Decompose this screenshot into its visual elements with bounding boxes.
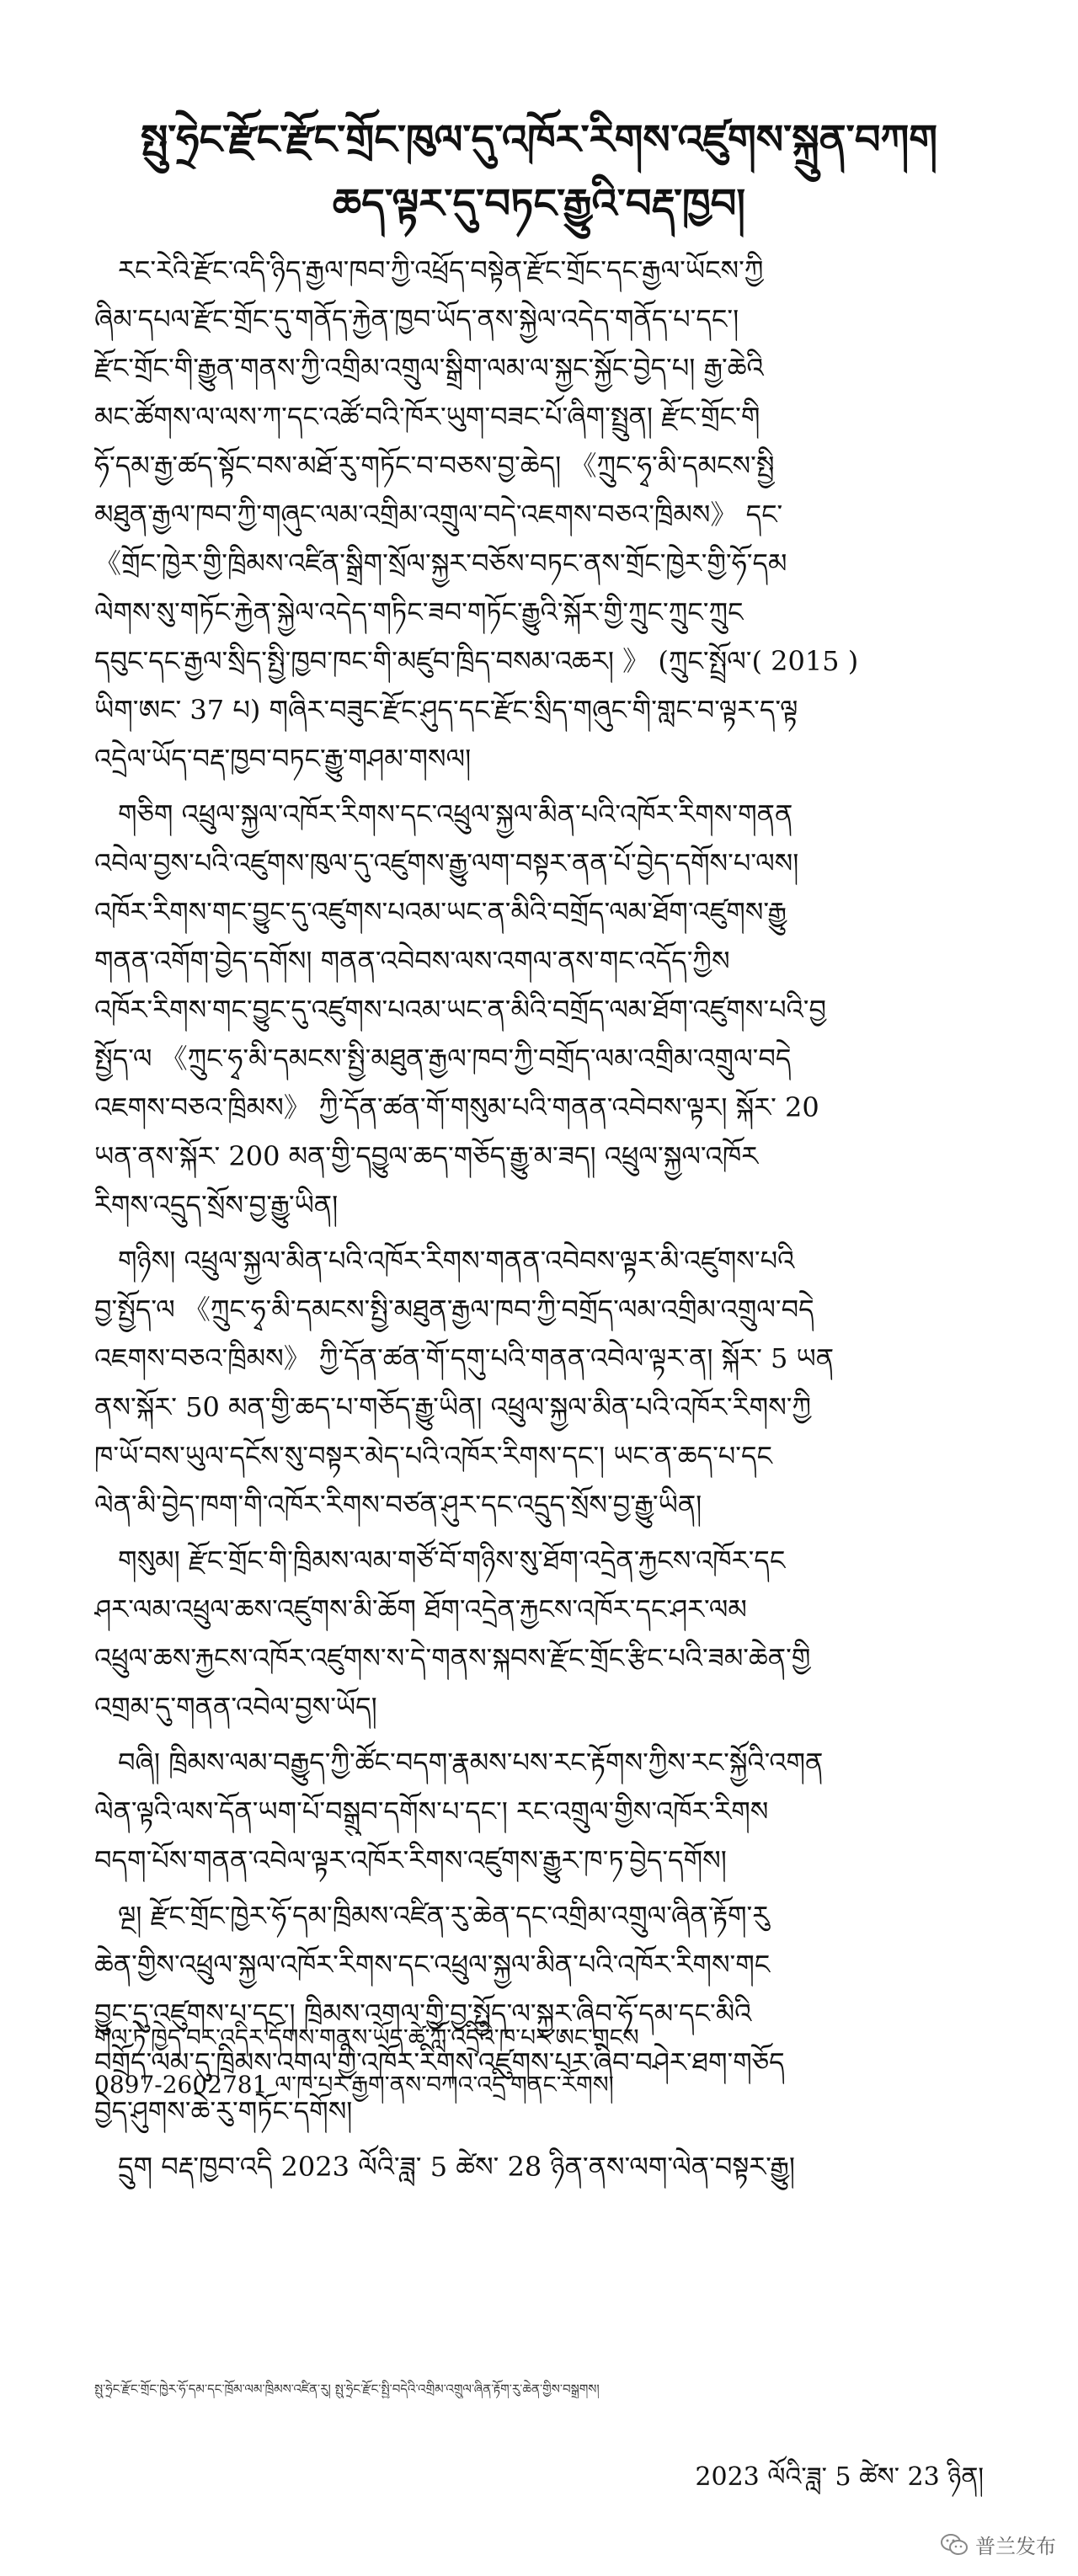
paragraph-line: ཆེན་གྱིས་འཕྲུལ་སྐྱལ་འཁོར་རིགས་དང་འཕྲུལ་སྐྱལ་མིན་པའི་འཁོར་རིགས་གང xyxy=(94,1949,771,1981)
paragraph-line: ཤར་ལམ་འཕྲུལ་ཆས་འཛུགས་མི་ཆོག ཐོག་འདྲེན་རྐྱངས་འཁོར་དང་ཤར་ལམ xyxy=(94,1593,747,1625)
paragraph-7 xyxy=(94,2142,984,2191)
paragraph-line: ནས་སྐོར་ 50 མན་གྱི་ཆད་པ་གཅོད་རྒྱུ་ཡིན། འཕྲུལ་སྐྱལ་མིན་པའི་འཁོར་རིགས་ཀྱི xyxy=(94,1391,812,1423)
paragraph-line: གསུམ། རྫོང་གྲོང་གི་ཁྲིམས་ལམ་གཙོ་བོ་གཉིས་སུ་ཐོག་འདྲེན་རྐྱངས་འཁོར་དང xyxy=(118,1544,786,1576)
contact-line-1: གལ་ཏེ་ཁྱེད་བར་འདིར་དོགས་གནས་ཡོད་ཚེ་ཀློ་འདྲིའི་ཁ་པར་ཨང་གྲངས xyxy=(94,2024,639,2051)
title-line-1: སྤུ་ཧྲེང་རྫོང་རྫོང་གྲོང་ཁུལ་དུ་འཁོར་རིགས་འཛུགས་སྐྲུན་བཀག xyxy=(140,116,938,163)
issuer-footnote: སྤུ་ཧྲེང་རྫོང་གྲོང་ཁྱེར་ཧོ་དམ་དང་ཁྲོམ་ལམ་ཁྲིམས་འཛིན་རུ། སྤུ་ཧྲེང་རྫོང་སྤྱི་བདེའི་འགྲིམ་འགྲུལ་ཞིན་རྟོག་རུ་ཆེན་གྱིས་བསྒྲགས། xyxy=(94,2381,600,2397)
paragraph-line: གཅིག འཕྲུལ་སྐྱལ་འཁོར་རིགས་དང་འཕྲུལ་སྐྱལ་མིན་པའི་འཁོར་རིགས་གནན xyxy=(118,798,793,830)
issue-date: 2023 ལོའི་ཟླ་ 5 ཚེས་ 23 ཉིན། xyxy=(695,2462,984,2492)
paragraph-line: བདག་པོས་གནན་འབེལ་ལྟར་འཁོར་རིགས་འཛུགས་རྒྱུར་ཁ་ཏ་བྱེད་དགོས། xyxy=(94,1844,727,1876)
paragraph-3 xyxy=(94,1236,984,1529)
paragraph-line: འཕྲུལ་ཆས་རྐྱངས་འཁོར་འཛུགས་ས་དེ་གནས་སྐབས་རྫོང་གྲོང་རྩིང་པའི་ཟམ་ཆེན་གྱི xyxy=(94,1642,811,1674)
paragraph-5 xyxy=(94,1738,984,1885)
paragraph-line: གནན་འགོག་བྱེད་དགོས། གནན་འབེབས་ལས་འགལ་ནས་གང་འདོད་ཀྱིས xyxy=(94,945,730,977)
paragraph-line: བྱེད་ཤུགས་ཆེ་རུ་གཏོང་དགོས། xyxy=(94,2095,353,2127)
contact-line-2-text: ལ་ཁ་པར་རྒྱག་ནས་བཀའ་འདྲི་གནང་རོགས། xyxy=(267,2071,614,2099)
watermark xyxy=(940,2530,1056,2559)
paragraph-2 xyxy=(94,790,984,1229)
paragraph-line: 《གྲོང་ཁྱེར་གྱི་ཁྲིམས་འཛིན་སྒྲིག་སྲོལ་སྐྱར་བཅོས་བཏང་ནས་གྲོང་ཁྱེར་གྱི་ཧོ་དམ xyxy=(94,547,787,579)
contact-line-2 xyxy=(94,2061,984,2109)
paragraph-line: ལེན་མི་བྱེད་ཁག་གི་འཁོར་རིགས་བཙན་ཤུར་དང་འདྲུད་སྲོས་བྱ་རྒྱུ་ཡིན། xyxy=(94,1489,702,1521)
watermark-text: 普兰发布 xyxy=(975,2535,1056,2558)
paragraph-line: འཁོར་རིགས་གང་བྱུང་དུ་འཛུགས་པའམ་ཡང་ན་མིའི་བགྲོད་ལམ་ཐོག་འཛུགས་པའི་བྱ xyxy=(94,994,827,1026)
paragraph-line: སྤྱོད་ལ 《ཀྲུང་ཧྭ་མི་དམངས་སྤྱི་མཐུན་རྒྱལ་ཁབ་ཀྱི་བགྲོད་ལམ་འགྲིམ་འགྲུལ་བདེ xyxy=(94,1043,792,1075)
title-line-2: ཆད་ལྟར་དུ་བཏང་རྒྱུའི་བརྡ་ཁྱབ། xyxy=(332,180,746,227)
paragraph-line: བགྲོད་ལམ་དུ་ཁྲིམས་འགལ་གྱི་འཁོར་རིགས་འཛུགས་པར་ཞིབ་བཤེར་ཐག་གཅོད xyxy=(94,2046,785,2078)
paragraph-line: ལེགས་སུ་གཏོང་རྐྱེན་སྐྱེལ་འདེད་གཏིང་ཟབ་གཏོང་རྒྱུའི་སྐོར་གྱི་ཀྲུང་ཀྲུང་ཀྲུང xyxy=(94,596,744,628)
paragraph-line: འཇགས་བཅའ་ཁྲིམས》 ཀྱི་དོན་ཚན་གོ་དགུ་པའི་གནན་འབེལ་ལྟར་ན། སྐོར་ 5 ཡན xyxy=(94,1342,835,1374)
paragraph-line: བྱ་སྤྱོད་ལ 《ཀྲུང་ཧྭ་མི་དམངས་སྤྱི་མཐུན་རྒྱལ་ཁབ་ཀྱི་བགྲོད་ལམ་འགྲིམ་འགྲུལ་བདེ xyxy=(94,1293,814,1325)
paragraph-line: གཉིས། འཕྲུལ་སྐྱལ་མིན་པའི་འཁོར་རིགས་གནན་འབེབས་ལྟར་མི་འཛུགས་པའི xyxy=(118,1245,795,1277)
paragraph-4 xyxy=(94,1536,984,1731)
paragraph-1 xyxy=(94,246,984,783)
contact-phone: 0897-2602781 xyxy=(94,2071,268,2099)
wechat-icon xyxy=(940,2533,969,2557)
paragraph-line: འབེལ་བྱས་པའི་འཛུགས་ཁུལ་དུ་འཛུགས་རྒྱུ་ལག་བསྟར་ནན་པོ་བྱེད་དགོས་པ་ལས། xyxy=(94,847,799,879)
paragraph-line: ཁ་ཡོ་བས་ཡུལ་དངོས་སུ་བསྟར་མེད་པའི་འཁོར་རིགས་དང་། ཡང་ན་ཆད་པ་དང xyxy=(94,1440,773,1472)
paragraph-line: འདྲེལ་ཡོད་བརྡ་ཁྱབ་བཏང་རྒྱུ་གཤམ་གསལ། xyxy=(94,743,472,775)
paragraph-line: འཇགས་བཅའ་ཁྲིམས》 ཀྱི་དོན་ཚན་གོ་གསུམ་པའི་གནན་འབེབས་ལྟར། སྐོར་ 20 xyxy=(94,1091,819,1123)
paragraph-line: ལྔ། རྫོང་གྲོང་ཁྱེར་ཧོ་དམ་ཁྲིམས་འཛིན་རུ་ཆེན་དང་འགྲིམ་འགྲུལ་ཞིན་རྟོག་རུ xyxy=(118,1900,770,1932)
paragraph-line: ལེན་ལྟའི་ལས་དོན་ཡག་པོ་བསྒྲུབ་དགོས་པ་དང་། རང་འགྲུལ་གྱིས་འཁོར་རིགས xyxy=(94,1795,769,1827)
paragraph-line: ཡིག་ཨང་ 37 པ) གཞིར་བཟུང་རྫོང་ཤུད་དང་རྫོང་སྲིད་གཞུང་གི་གླང་བ་ལྟར་ད་ལྟ xyxy=(94,694,798,726)
paragraph-line: ཡན་ནས་སྐོར་ 200 མན་གྱི་དབྱུལ་ཆད་གཅོད་རྒྱུ་མ་ཟད། འཕྲུལ་སྐྱལ་འཁོར xyxy=(94,1140,759,1172)
document-body xyxy=(94,246,984,2198)
paragraph-line: མང་ཚོགས་ལ་ལས་ཀ་དང་འཚོ་བའི་ཁོར་ཡུག་བཟང་པོ་ཞིག་སྤྲུན། རྫོང་གྲོང་གི xyxy=(94,401,760,433)
paragraph-line: ཞིམ་དཔལ་རྫོང་གྲོང་དུ་གནོད་རྐྱེན་ཁྱབ་ཡོད་ནས་སྐྱེལ་འདེད་གནོད་པ་དང་། xyxy=(94,303,739,335)
paragraph-line: འཁོར་རིགས་གང་བྱུང་དུ་འཛུགས་པའམ་ཡང་ན་མིའི་བགྲོད་ལམ་ཐོག་འཛུགས་རྒྱུ xyxy=(94,896,787,928)
paragraph-line: འགྲམ་དུ་གནན་འབེལ་བྱས་ཡོད། xyxy=(94,1691,377,1723)
contact-notice xyxy=(94,2014,984,2109)
document-title xyxy=(84,108,994,236)
paragraph-line: དབུང་དང་རྒྱལ་སྲིད་སྤྱི་ཁྱབ་ཁང་གི་མཛུབ་ཁྲིད་བསམ་འཆར། 》 (ཀྲུང་སྤྲོལ་( 2015 ) xyxy=(94,645,859,677)
paragraph-line: བྱུང་དུ་འཛུགས་པ་དང་། ཁྲིམས་འགལ་གྱི་བྱ་སྤྱོད་ལ་སྐྱར་ཞིབ་ཧོ་དམ་དང་མིའི xyxy=(94,1997,752,2029)
paragraph-line: མཐུན་རྒྱལ་ཁབ་ཀྱི་གཞུང་ལམ་འགྲིམ་འགྲུལ་བདེ་འཇགས་བཅའ་ཁྲིམས》 དང་ xyxy=(94,499,783,531)
paragraph-line: རང་རེའི་རྫོང་འདི་ཉིད་རྒྱལ་ཁབ་ཀྱི་འཕྲོད་བསྟེན་རྫོང་གྲོང་དང་རྒྱལ་ཡོངས་ཀྱི xyxy=(118,254,764,286)
paragraph-line: དྲུག བརྡ་ཁྱབ་འདི 2023 ལོའི་ཟླ་ 5 ཚེས་ 28 ཉིན་ནས་ལག་ལེན་བསྟར་རྒྱུ། xyxy=(118,2151,796,2183)
paragraph-line: བཞི། ཁྲིམས་ལམ་བརྒྱུད་ཀྱི་ཚོང་བདག་རྣམས་པས་རང་རྟོགས་ཀྱིས་རང་སྐྱོའི་འགན xyxy=(118,1747,824,1779)
paragraph-line: ཧོ་དམ་རྒྱ་ཚད་སྟོང་བས་མཐོ་རུ་གཏོང་བ་བཅས་བྱ་ཆེད། 《ཀྲུང་ཧྭ་མི་དམངས་སྤྱི xyxy=(94,450,775,482)
paragraph-line: རྫོང་གྲོང་གི་རྒྱུན་གནས་ཀྱི་འགྲིམ་འགྲུལ་སྒྲིག་ལམ་ལ་སྐྱང་སྐྱོང་བྱེད་པ། རྒྱ་ཆེའི xyxy=(94,352,764,384)
paragraph-line: རིགས་འདྲུད་སྲོས་བྱ་རྒྱུ་ཡིན། xyxy=(94,1189,339,1221)
